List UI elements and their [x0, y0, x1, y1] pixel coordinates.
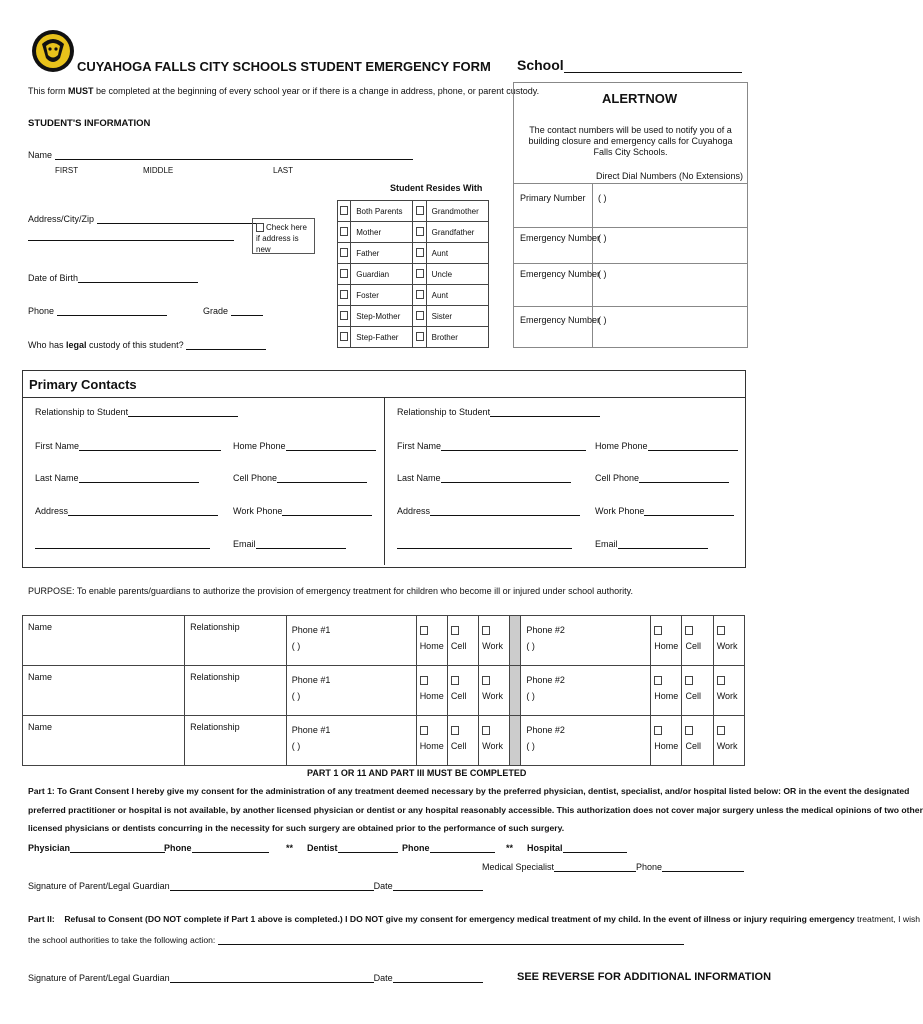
medical-specialist-field[interactable]: Medical Specialist Phone [482, 862, 744, 872]
school-field[interactable] [517, 57, 742, 73]
phone-type-home-checkbox[interactable]: Home [651, 616, 682, 666]
phone-type-work-checkbox[interactable]: Work [713, 616, 744, 666]
physician-phone-field[interactable]: Phone [164, 843, 269, 853]
alertnow-title: ALERTNOW [602, 91, 678, 106]
signature-field[interactable]: Signature of Parent/Legal Guardian Date [28, 973, 483, 983]
emergency-number-label: Emergency Number [520, 315, 601, 325]
resides-option-label: Father [351, 243, 413, 264]
resides-option-label: Mother [351, 222, 413, 243]
checkbox-icon [451, 626, 459, 635]
address-line-2[interactable] [28, 240, 234, 241]
resides-checkbox[interactable] [338, 327, 351, 348]
resides-checkbox[interactable] [413, 285, 426, 306]
resides-row [338, 306, 489, 327]
resides-checkbox[interactable] [413, 327, 426, 348]
emergency-number-input[interactable]: ( ) [598, 315, 607, 325]
phone-type-cell-checkbox[interactable]: Cell [682, 716, 713, 766]
resides-option-label: Sister [426, 306, 488, 327]
checkbox-icon [451, 726, 459, 735]
emergency-contact-row [23, 666, 745, 716]
checkbox-icon [482, 626, 490, 635]
checkbox-icon [717, 676, 725, 685]
phone-type-home-checkbox[interactable]: Home [416, 666, 447, 716]
contact1-home-phone-field[interactable]: Home Phone [233, 441, 376, 451]
contact2-first-name-field[interactable]: First Name [397, 441, 586, 451]
resides-option-label: Grandmother [426, 201, 488, 222]
resides-option-label: Uncle [426, 264, 488, 285]
phone-type-home-checkbox[interactable]: Home [651, 666, 682, 716]
checkbox-icon [416, 227, 424, 236]
emergency-name-cell[interactable]: Name [23, 716, 185, 766]
checkbox-icon [340, 269, 348, 278]
resides-checkbox[interactable] [413, 264, 426, 285]
emergency-contacts-table [22, 615, 745, 766]
checkbox-icon [416, 290, 424, 299]
phone-type-work-checkbox[interactable]: Work [713, 666, 744, 716]
stars: ** [286, 843, 294, 853]
resides-row [338, 285, 489, 306]
emergency-phone1-cell[interactable]: Phone #1 ( ) [286, 616, 416, 666]
stars: ** [506, 843, 514, 853]
resides-option-label: Guardian [351, 264, 413, 285]
alertnow-desc: The contact numbers will be used to notify you of a building closure and emergency calls for Cuyahoga Falls City Schools. [528, 125, 733, 157]
resides-option-label: Grandfather [426, 222, 488, 243]
checkbox-icon [482, 676, 490, 685]
middle-label: MIDDLE [143, 166, 174, 175]
dentist-phone-field[interactable]: Phone [402, 843, 495, 853]
checkbox-icon [685, 676, 693, 685]
resides-option-label: Aunt [426, 285, 488, 306]
phone-type-cell-checkbox[interactable]: Cell [447, 616, 478, 666]
resides-row [338, 264, 489, 285]
alertnow-box [513, 82, 748, 348]
dentist-field[interactable]: Dentist [307, 843, 398, 853]
phone-type-home-checkbox[interactable]: Home [416, 716, 447, 766]
phone-type-work-checkbox[interactable]: Work [479, 616, 510, 666]
last-label: LAST [273, 166, 294, 175]
primary-contacts-box [22, 370, 746, 568]
emergency-relationship-cell[interactable]: Relationship [185, 616, 287, 666]
resides-checkbox[interactable] [338, 306, 351, 327]
contact2-extra-line[interactable] [397, 539, 572, 549]
primary-number-label: Primary Number [520, 193, 586, 203]
phone-type-work-checkbox[interactable]: Work [479, 716, 510, 766]
contact2-home-phone-field[interactable]: Home Phone [595, 441, 738, 451]
emergency-name-cell[interactable]: Name [23, 666, 185, 716]
checkbox-icon [340, 227, 348, 236]
emergency-contact-row [23, 616, 745, 666]
emergency-phone2-cell[interactable]: Phone #2 ( ) [521, 716, 651, 766]
purpose-text: PURPOSE: To enable parents/guardians to authorize the provision of emergency treatment for children who become ill or injured under school authority. [28, 586, 633, 596]
resides-title: Student Resides With [390, 183, 483, 193]
primary-number-input[interactable]: ( ) [598, 193, 607, 203]
emergency-name-cell[interactable]: Name [23, 616, 185, 666]
checkbox-icon [685, 726, 693, 735]
part2-action-field[interactable]: the school authorities to take the following action: [28, 935, 684, 945]
part1-line3: licensed physicians or dentists concurring in the necessity for such surgery are obtained prior to the performance of such surgery. [28, 823, 565, 833]
resides-row [338, 243, 489, 264]
resides-checkbox[interactable] [338, 285, 351, 306]
resides-option-label: Aunt [426, 243, 488, 264]
hospital-field[interactable]: Hospital [527, 843, 627, 853]
resides-checkbox[interactable] [413, 222, 426, 243]
resides-option-label: Step-Mother [351, 306, 413, 327]
resides-checkbox[interactable] [413, 201, 426, 222]
contact1-cell-phone-field[interactable]: Cell Phone [233, 473, 367, 483]
resides-option-label: Brother [426, 327, 488, 348]
contact1-extra-line[interactable] [35, 539, 210, 549]
part2-line1: Part II: Refusal to Consent (DO NOT complete if Part 1 above is completed.) I DO NOT give my consent for emergency medical treatment of my child. In the event of illness or injury requiring emergency treatment, I wish [28, 914, 921, 924]
checkbox-icon [340, 206, 348, 215]
part1-line1: Part 1: To Grant Consent I hereby give my consent for the administration of any treatment deemed necessary by the preferred physician, dentist, specialist, and/or hospital listed below: OR in the event the designated [28, 786, 910, 796]
resides-row [338, 222, 489, 243]
checkbox-icon [420, 676, 428, 685]
contact2-work-phone-field[interactable]: Work Phone [595, 506, 734, 516]
checkbox-icon [420, 626, 428, 635]
checkbox-icon [340, 311, 348, 320]
phone-type-work-checkbox[interactable]: Work [713, 716, 744, 766]
emergency-phone1-cell[interactable]: Phone #1 ( ) [286, 666, 416, 716]
student-info-heading: STUDENT'S INFORMATION [28, 118, 151, 129]
contact1-email-field[interactable]: Email [233, 539, 346, 549]
emergency-number-input[interactable]: ( ) [598, 269, 607, 279]
checkbox-icon [717, 626, 725, 635]
emergency-number-label: Emergency Number [520, 269, 601, 279]
contact1-work-phone-field[interactable]: Work Phone [233, 506, 372, 516]
emergency-phone1-cell[interactable]: Phone #1 ( ) [286, 716, 416, 766]
form-instruction: This form MUST be completed at the beginning of every school year or if there is a change in address, phone, or parent custody. [28, 86, 540, 96]
resides-option-label: Step-Father [351, 327, 413, 348]
checkbox-icon [420, 726, 428, 735]
contact2-email-field[interactable]: Email [595, 539, 708, 549]
contact1-last-name-field[interactable]: Last Name [35, 473, 199, 483]
contact2-address-field[interactable]: Address [397, 506, 580, 516]
part1-line2: preferred practitioner or hospital is not available, by another licensed physician or dentist or any hospital reasonably accessible. This authorization does not cover major surgery unless the medical opinions of two other [28, 805, 923, 815]
address-new-checkbox[interactable]: Check here if address is new [252, 218, 315, 254]
emergency-relationship-cell[interactable]: Relationship [185, 716, 287, 766]
direct-dial-label: Direct Dial Numbers (No Extensions) [596, 171, 744, 181]
resides-checkbox[interactable] [338, 243, 351, 264]
resides-row [338, 201, 489, 222]
phone-field[interactable]: Phone [28, 306, 167, 316]
column-separator [510, 666, 521, 716]
checkbox-icon [416, 332, 424, 341]
checkbox-icon [340, 248, 348, 257]
contact2-cell-phone-field[interactable]: Cell Phone [595, 473, 729, 483]
checkbox-icon [256, 223, 264, 232]
phone-type-cell-checkbox[interactable]: Cell [682, 616, 713, 666]
checkbox-icon [340, 290, 348, 299]
emergency-number-label: Emergency Number [520, 233, 601, 243]
address-field[interactable]: Address/City/Zip [28, 214, 259, 224]
phone-type-cell-checkbox[interactable]: Cell [447, 666, 478, 716]
resides-checkbox[interactable] [413, 306, 426, 327]
resides-checkbox[interactable] [338, 222, 351, 243]
checkbox-icon [482, 726, 490, 735]
checkbox-icon [451, 676, 459, 685]
column-separator [510, 616, 521, 666]
emergency-contact-row [23, 716, 745, 766]
grade-field[interactable]: Grade [203, 306, 263, 316]
signature-field[interactable]: Signature of Parent/Legal Guardian Date [28, 881, 483, 891]
contact1-relationship-field[interactable]: Relationship to Student [35, 407, 238, 417]
resides-row [338, 327, 489, 348]
checkbox-icon [416, 311, 424, 320]
resides-table [337, 200, 489, 348]
dob-field[interactable]: Date of Birth [28, 273, 198, 283]
resides-option-label: Both Parents [351, 201, 413, 222]
emergency-relationship-cell[interactable]: Relationship [185, 666, 287, 716]
checkbox-icon [416, 269, 424, 278]
contact1-first-name-field[interactable]: First Name [35, 441, 221, 451]
emergency-number-input[interactable]: ( ) [598, 233, 607, 243]
student-name-field[interactable]: Name [28, 150, 413, 160]
checkbox-icon [340, 332, 348, 341]
see-reverse-note: SEE REVERSE FOR ADDITIONAL INFORMATION [517, 971, 772, 983]
checkbox-icon [654, 626, 662, 635]
consent-heading: PART 1 OR 11 AND PART III MUST BE COMPLETED [307, 768, 527, 778]
phone-type-home-checkbox[interactable]: Home [651, 716, 682, 766]
resides-checkbox[interactable] [338, 264, 351, 285]
contact2-relationship-field[interactable]: Relationship to Student [397, 407, 600, 417]
contact2-last-name-field[interactable]: Last Name [397, 473, 571, 483]
school-logo [30, 28, 76, 74]
phone-type-cell-checkbox[interactable]: Cell [682, 666, 713, 716]
checkbox-icon [654, 726, 662, 735]
checkbox-icon [685, 626, 693, 635]
phone-type-cell-checkbox[interactable]: Cell [447, 716, 478, 766]
first-label: FIRST [55, 166, 79, 175]
phone-type-home-checkbox[interactable]: Home [416, 616, 447, 666]
checkbox-icon [654, 676, 662, 685]
checkbox-icon [416, 206, 424, 215]
resides-option-label: Foster [351, 285, 413, 306]
contact1-address-field[interactable]: Address [35, 506, 218, 516]
resides-checkbox[interactable] [338, 201, 351, 222]
column-separator [510, 716, 521, 766]
physician-field[interactable]: Physician [28, 843, 165, 853]
primary-contacts-title: Primary Contacts [29, 377, 137, 392]
school-label: School [517, 57, 564, 73]
checkbox-icon [717, 726, 725, 735]
custody-field[interactable]: Who has legal custody of this student? [28, 340, 266, 350]
resides-checkbox[interactable] [413, 243, 426, 264]
form-title: CUYAHOGA FALLS CITY SCHOOLS STUDENT EMERGENCY FORM [77, 59, 491, 74]
emergency-phone2-cell[interactable]: Phone #2 ( ) [521, 666, 651, 716]
checkbox-icon [416, 248, 424, 257]
emergency-phone2-cell[interactable]: Phone #2 ( ) [521, 616, 651, 666]
phone-type-work-checkbox[interactable]: Work [479, 666, 510, 716]
